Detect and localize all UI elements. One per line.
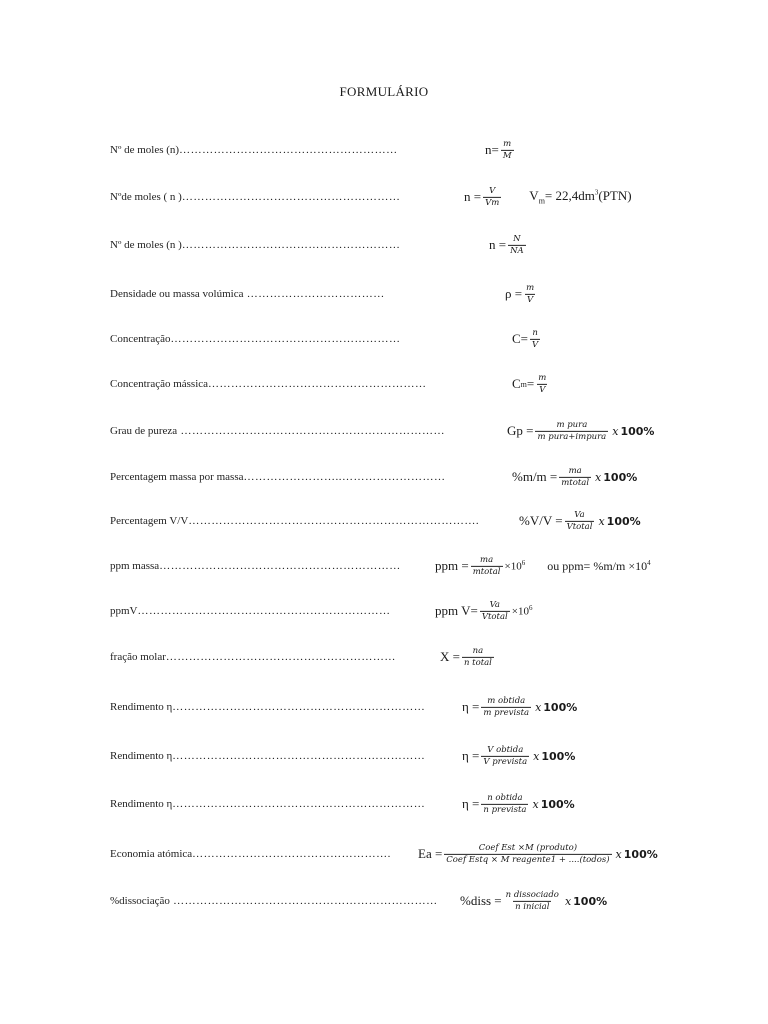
label-text: Nº de moles (n) [110, 144, 180, 156]
formula-row [0, 687, 768, 727]
fraction-denominator: n prevista [483, 804, 527, 815]
alternative-text: ou ppm= %m/m ×10 [547, 558, 648, 573]
formula-lhs: %diss = [460, 893, 502, 908]
fraction [565, 510, 595, 532]
molar-volume-conditions: (PTN) [598, 188, 632, 204]
alternative-exponent: 4 [647, 558, 651, 567]
formula [462, 745, 575, 767]
formula-row [0, 784, 768, 824]
power-exponent: 6 [521, 559, 526, 568]
formula-lhs: X = [440, 649, 460, 664]
fraction-denominator: Vm [485, 197, 500, 208]
formula [512, 328, 542, 350]
formula-row [0, 225, 768, 265]
percent-factor: 100% [573, 894, 608, 908]
formula-lhs: ppm V= [435, 603, 478, 618]
formula-lhs: n = [464, 189, 482, 204]
formula-lhs: n= [485, 142, 499, 157]
fraction-denominator: V [532, 339, 539, 350]
leader-dots: ……………………..……………………… [243, 471, 446, 483]
fraction [508, 234, 526, 256]
formula-lhs: n = [489, 237, 507, 252]
formula [435, 600, 532, 622]
fraction [480, 600, 510, 622]
fraction [481, 745, 529, 767]
formula-lhs: = [526, 376, 535, 391]
formula-label [110, 471, 445, 483]
fraction [504, 890, 561, 912]
leader-dots: …………………………………………………………… [169, 895, 438, 907]
label-text: Rendimento η [110, 750, 173, 762]
fraction [536, 373, 548, 395]
fraction-numerator: Va [574, 509, 585, 520]
formula-label [110, 651, 396, 663]
formula-lhs: η = [462, 796, 480, 811]
leader-dots: ………………………………………………… [208, 378, 427, 390]
formula-lhs: C= [512, 331, 529, 346]
formula [505, 283, 538, 305]
molar-volume-subscript: m [538, 196, 545, 206]
times-symbol: x [564, 894, 572, 908]
page-title: FORMULÁRIO [339, 84, 429, 99]
fraction [462, 646, 494, 668]
formula-row [0, 457, 768, 497]
label-text: Economia atómica [110, 848, 193, 860]
fraction-denominator: M [502, 150, 512, 161]
formula-lhs: %m/m = [512, 469, 558, 484]
percent-factor: 100% [540, 797, 575, 811]
formula-row [0, 546, 768, 586]
power-base: ×10 [511, 605, 529, 618]
formula-lhs: ρ = [505, 286, 523, 301]
fraction-denominator: Coef Estq × M reagente1 + ....(todos) [446, 854, 610, 865]
fraction [481, 696, 531, 718]
times-symbol: x [615, 847, 622, 861]
formula [489, 234, 528, 256]
fraction [444, 843, 611, 865]
label-text: Grau de pureza [110, 425, 178, 437]
formula-row [0, 501, 768, 541]
leader-dots: ………………………………………………… [181, 191, 401, 203]
formula-row [0, 736, 768, 776]
label-text: fração molar [110, 651, 166, 663]
fraction-numerator: n obtida [487, 792, 523, 803]
leader-dots: ………………………………………………… [179, 144, 398, 156]
fraction [483, 186, 501, 208]
fraction-denominator: V [527, 294, 534, 305]
formula-lhs-symbol: C [512, 376, 521, 391]
fraction [501, 139, 514, 161]
label-text: ppmV [110, 605, 138, 617]
leader-dots: ………………………………………………… [181, 239, 401, 251]
formula [519, 510, 641, 532]
fraction-numerator: n [532, 327, 538, 338]
percent-factor: 100% [541, 749, 576, 763]
leader-dots: ………………………………………………………… [137, 605, 391, 617]
formula-label [110, 560, 401, 572]
formula-lhs: ppm = [435, 558, 469, 573]
formula-label [110, 288, 385, 300]
label-text: Concentração mássica [110, 378, 209, 390]
fraction-numerator: m pura [556, 419, 588, 430]
formula-row [0, 130, 768, 170]
molar-volume-value: = 22,4dm [544, 188, 595, 204]
molar-volume-symbol: V [529, 188, 539, 204]
formula-label [110, 605, 391, 617]
times-symbol: x [595, 470, 602, 484]
formula-row [0, 319, 768, 359]
label-text: ppm massa [110, 560, 160, 572]
formula [512, 373, 550, 395]
times-symbol: x [598, 514, 605, 528]
fraction-numerator: na [472, 645, 484, 656]
power-factor [505, 559, 526, 573]
formula [512, 466, 637, 488]
formula-label [110, 333, 400, 345]
molar-volume-unit-exponent: 3 [594, 188, 599, 197]
leader-dots: ………………………………………………………… [172, 701, 426, 713]
fraction [559, 466, 591, 488]
formula-lhs: η = [462, 699, 480, 714]
power-factor [512, 604, 533, 618]
formula-label [110, 144, 398, 156]
formula-label [110, 239, 400, 251]
fraction [530, 328, 540, 350]
fraction-numerator: N [513, 233, 521, 244]
percent-factor: 100% [606, 514, 641, 528]
formula-label [110, 895, 438, 907]
percent-factor: 100% [623, 847, 658, 861]
power-base: ×10 [504, 560, 522, 573]
formula [460, 890, 607, 912]
fraction-denominator: n inicial [515, 901, 550, 912]
label-text: Densidade ou massa volúmica [110, 288, 244, 300]
molar-volume-note [529, 188, 631, 206]
fraction-denominator: mtotal [561, 477, 590, 488]
fraction [524, 283, 536, 305]
fraction-numerator: ma [480, 554, 494, 565]
formula-row [0, 364, 768, 404]
label-text: Nºde moles ( n ) [110, 191, 182, 203]
leader-dots: …………………………………………………… [165, 651, 396, 663]
fraction-denominator: V prevista [483, 756, 528, 767]
formula-label [110, 191, 400, 203]
alternative-formula [547, 559, 650, 574]
formula-row [0, 411, 768, 451]
formula [485, 139, 516, 161]
power-exponent: 6 [528, 604, 533, 613]
percent-factor: 100% [620, 424, 655, 438]
label-text: Percentagem massa por massa [110, 471, 244, 483]
formula [418, 843, 658, 865]
times-symbol: x [535, 700, 542, 714]
formula-label [110, 701, 425, 713]
fraction-numerator: m [503, 138, 512, 149]
fraction [481, 793, 528, 815]
formula-lhs-subscript: m [520, 379, 527, 389]
formula [462, 793, 575, 815]
fraction-denominator: m pura+impura [537, 431, 607, 442]
times-symbol: x [533, 749, 540, 763]
leader-dots: ………………………………………………………… [172, 798, 426, 810]
formula-label [110, 425, 445, 437]
label-text: Concentração [110, 333, 171, 345]
formula-row [0, 177, 768, 217]
times-symbol: x [612, 424, 619, 438]
fraction-denominator: V [539, 384, 546, 395]
fraction-denominator: mtotal [472, 566, 501, 577]
label-text: Percentagem V/V [110, 515, 189, 527]
fraction-numerator: Coef Est ×M (produto) [478, 842, 578, 853]
fraction-denominator: n total [463, 657, 492, 668]
times-symbol: x [532, 797, 539, 811]
formula-row [0, 834, 768, 874]
label-text: Nº de moles (n ) [110, 239, 182, 251]
leader-dots: …………………………………………………… [170, 333, 401, 345]
leader-dots: ……………………………………………. [192, 848, 391, 860]
fraction-numerator: V obtida [487, 744, 524, 755]
formula [462, 696, 577, 718]
percent-factor: 100% [543, 700, 578, 714]
formula-row [0, 881, 768, 921]
formula-row [0, 274, 768, 314]
fraction [535, 420, 608, 442]
fraction-numerator: m [538, 372, 547, 383]
formula-lhs: Gp = [507, 423, 534, 438]
fraction-numerator: n dissociado [505, 889, 559, 900]
leader-dots: ………………………………………………………… [172, 750, 426, 762]
leader-dots: ……………………………………………………… [159, 560, 401, 572]
formula-label [110, 798, 425, 810]
formula-lhs: %V/V = [519, 513, 563, 528]
fraction-numerator: V [489, 185, 496, 196]
formula [435, 555, 651, 577]
formula [440, 646, 496, 668]
formula-label [110, 750, 425, 762]
formula [464, 186, 632, 208]
percent-factor: 100% [603, 470, 638, 484]
fraction [471, 555, 503, 577]
fraction-numerator: m [526, 282, 535, 293]
fraction-numerator: m obtida [487, 695, 526, 706]
fraction-numerator: ma [568, 465, 582, 476]
leader-dots: …………………………………………………………………. [188, 515, 480, 527]
formula-label [110, 378, 427, 390]
formula-label [110, 515, 479, 527]
leader-dots: ……………………………… [243, 288, 385, 300]
fraction-numerator: Va [489, 599, 501, 610]
formula-row [0, 591, 768, 631]
formula [507, 420, 654, 442]
formula-label [110, 848, 391, 860]
label-text: Rendimento η [110, 798, 173, 810]
leader-dots: …………………………………………………………… [177, 425, 445, 437]
formula-lhs: Ea = [418, 846, 443, 861]
fraction-denominator: Vtotal [566, 521, 593, 532]
fraction-denominator: NA [510, 245, 524, 256]
label-text: %dissociação [110, 895, 170, 907]
fraction-denominator: Vtotal [481, 611, 508, 622]
formula-lhs: η = [462, 748, 480, 763]
formula-row [0, 637, 768, 677]
label-text: Rendimento η [110, 701, 173, 713]
fraction-denominator: m prevista [483, 707, 530, 718]
